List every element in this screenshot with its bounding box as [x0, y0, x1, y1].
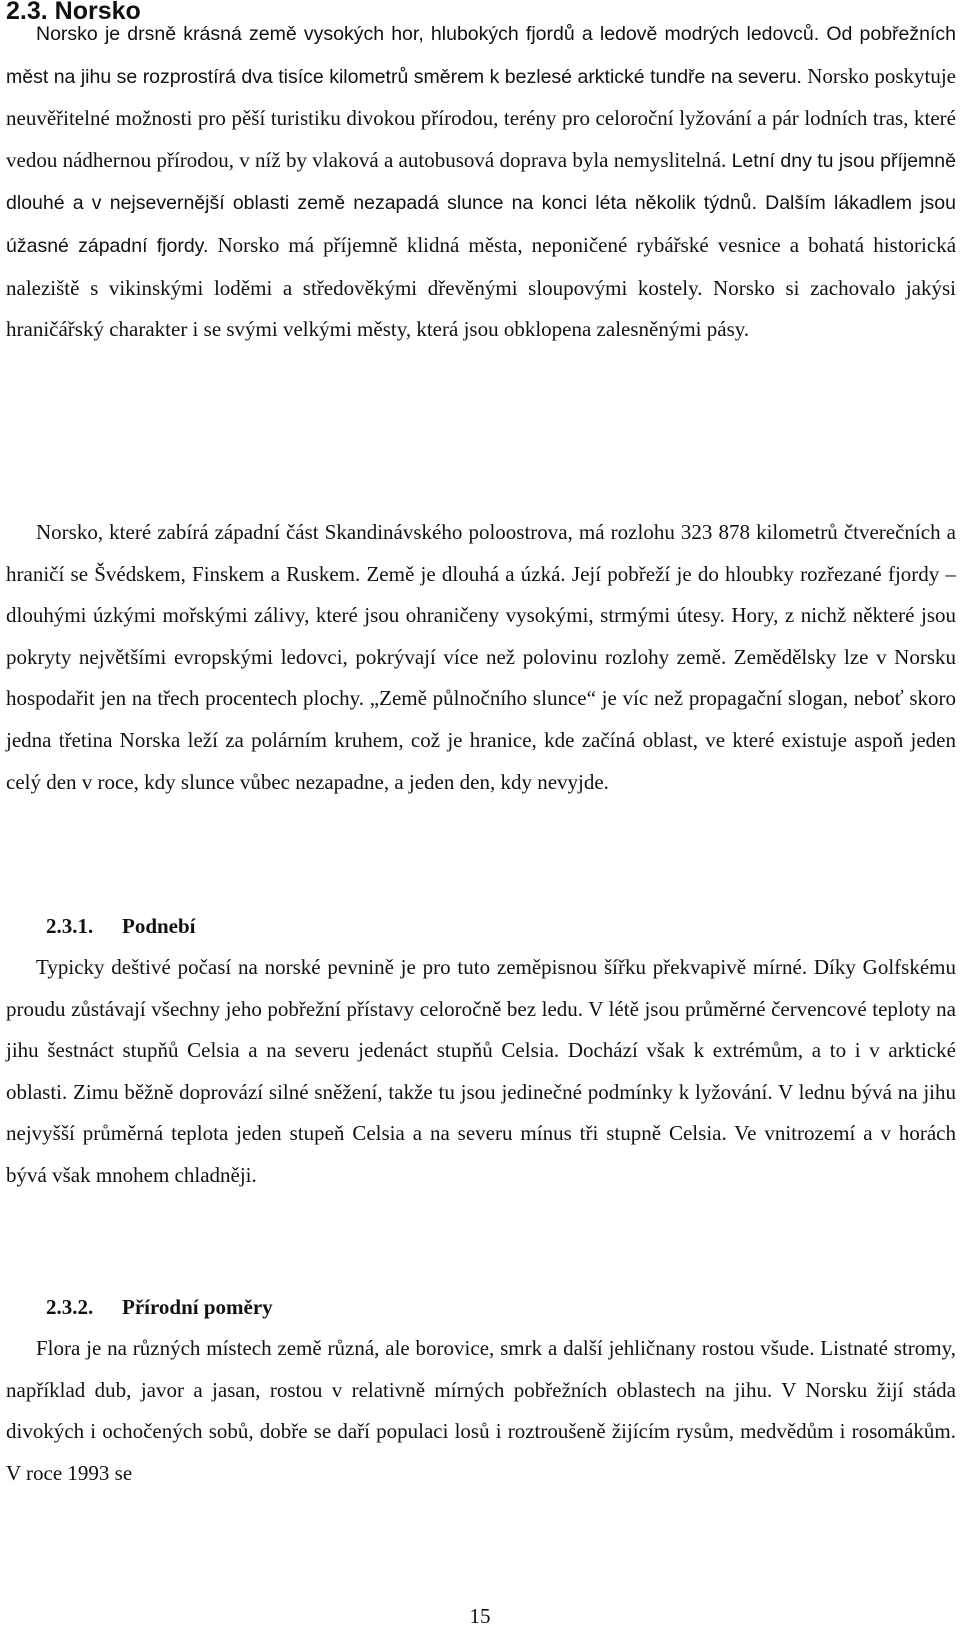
section-intro-paragraph	[6, 13, 956, 351]
climate-paragraph	[6, 947, 956, 1197]
subsection-title: Podnebí	[122, 914, 196, 938]
subsection-number: 2.3.1.	[46, 914, 94, 938]
page-number: 15	[469, 1604, 491, 1628]
subsection-heading-nature	[46, 1292, 273, 1322]
intro-text-sans-2: Letní dny tu jsou příjemně dlouhé a v nejsevernější oblasti země nezapadá slunce na konci léta několik týdnů. Dalším lákadlem jsou úžasné západní fjordy.	[6, 149, 956, 257]
intro-text-serif: Norsko poskytuje neuvěřitelné možnosti pro pěší turistiku divokou přírodou, terény pro celoroční lyžování a pár lodních tras, které vedou nádhernou přírodou, v níž by vlaková a autobusová doprava byla nemyslitelná.	[6, 63, 956, 172]
section-paragraph-2	[6, 512, 956, 803]
nature-text: Flora je na různých místech země různá, ale borovice, smrk a další jehličnany rostou všude. Listnaté stromy, například dub, javor a jasan, rostou v relativně mírných pobřežních oblastech na jihu. V Norsku žijí stáda divokých i ochočených sobů, dobře se daří populaci losů i roztroušeně žijícím rysům, medvědům i rosomákům. V roce 1993 se	[6, 1336, 956, 1485]
subsection-title: Přírodní poměry	[122, 1295, 273, 1319]
section-number: 2.3.	[6, 0, 48, 25]
subsection-number: 2.3.2.	[46, 1295, 94, 1319]
climate-text: Typicky deštivé počasí na norské pevnině je pro tuto zeměpisnou šířku překvapivě mírné. Díky Golfskému proudu zůstávají všechny jeho pobřežní přístavy celoročně bez ledu. V létě jsou průměrné červencové teploty na jihu šestnáct stupňů Celsia a na severu jedenáct stupňů Celsia. Dochází však k extrémům, a to i v arktické oblasti. Zimu běžně doprovází silné sněžení, takže tu jsou jedinečné podmínky k lyžování. V lednu bývá na jihu nejvyšší průměrná teplota jeden stupeň Celsia a na severu mínus tři stupně Celsia. Ve vnitrozemí a v horách bývá však mnohem chladněji.	[6, 955, 956, 1187]
intro-text-sans: Norsko je drsně krásná země vysokých hor, hlubokých fjordů a ledově modrých ledovců. Od pobřežních měst na jihu se rozprostírá dva tisíce kilometrů směrem k bezlesé arktické tundře na severu.	[6, 23, 956, 88]
section-title: Norsko	[54, 0, 141, 25]
intro-text-serif-2: Norsko má příjemně klidná města, neponičené rybářské vesnice a bohatá historická naleziště s vikinskými loděmi a středověkými dřevěnými sloupovými kostely. Norsko si zachovalo jakýsi hraničářský charakter i se svými velkými městy, která jsou obklopena zalesněnými pásy.	[6, 232, 957, 342]
subsection-heading-climate	[46, 911, 196, 941]
nature-paragraph	[6, 1328, 956, 1494]
paragraph-2-text: Norsko, které zabírá západní část Skandinávského poloostrova, má rozlohu 323 878 kilometrů čtverečních a hraničí se Švédskem, Finskem a Ruskem. Země je dlouhá a úzká. Její pobřeží je do hloubky rozřezané fjordy – dlouhými úzkými mořskými zálivy, které jsou ohraničeny vysokými, strmými útesy. Hory, z nichž některé jsou pokryty největšími evropskými ledovci, pokrývají více než polovinu rozlohy země. Zemědělsky lze v Norsku hospodařit jen na třech procentech plochy. „Země půlnočního slunce“ je víc než propagační slogan, neboť skoro jedna třetina Norska leží za polárním kruhem, což je hranice, kde začíná oblast, ve které existuje aspoň jeden celý den v roce, kdy slunce vůbec nezapadne, a jeden den, kdy nevyjde.	[6, 520, 956, 794]
